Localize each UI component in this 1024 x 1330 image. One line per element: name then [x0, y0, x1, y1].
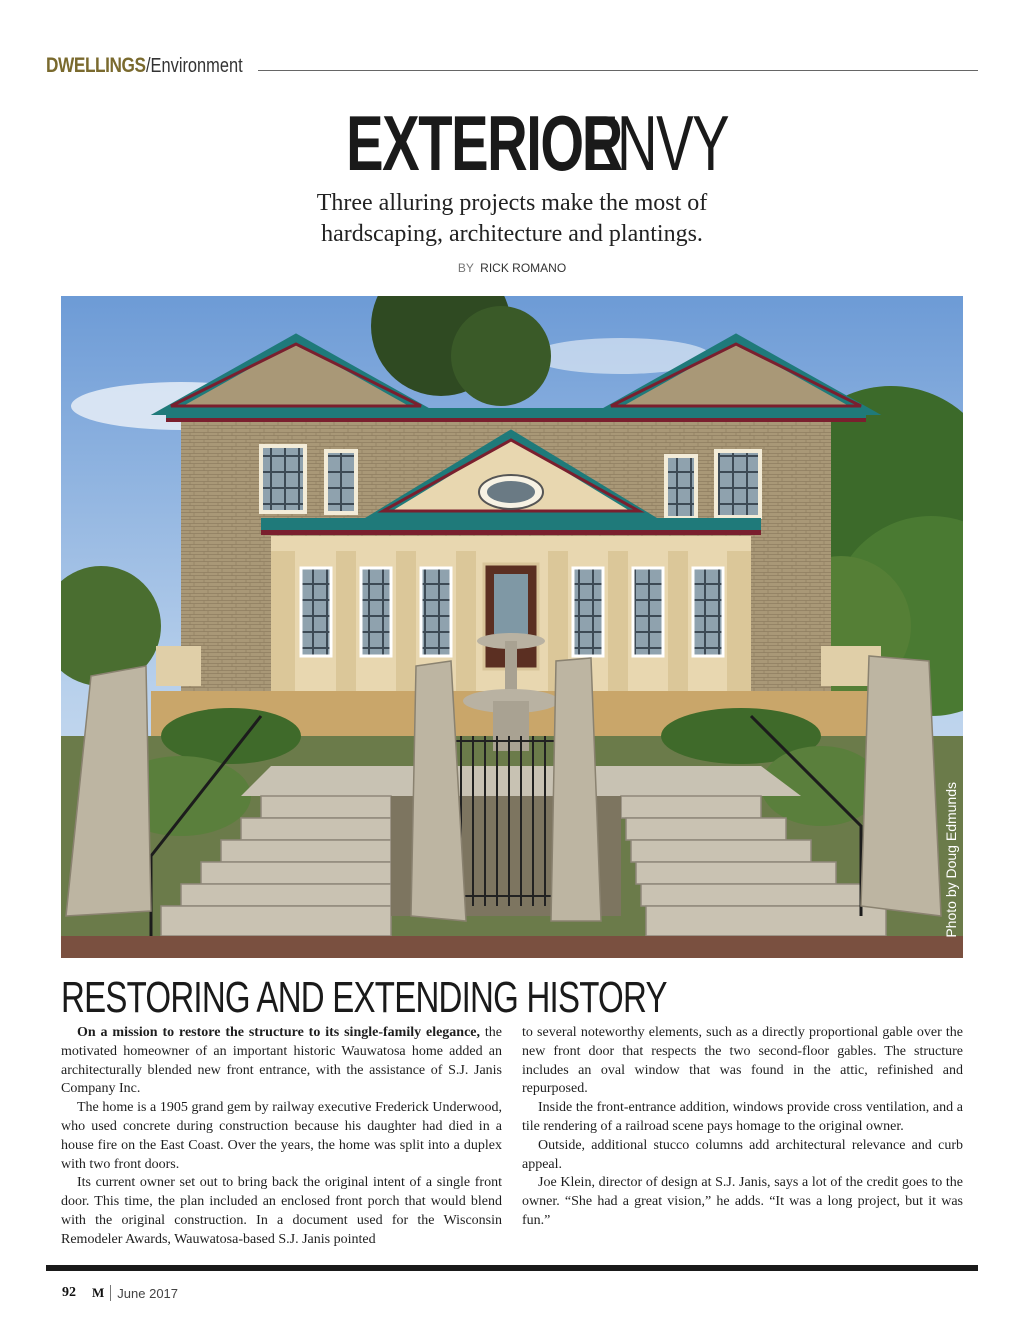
title-light: ENVY	[581, 99, 729, 187]
byline-prefix: BY	[457, 261, 474, 275]
paragraph: Joe Klein, director of design at S.J. Janis, says a lot of the credit goes to the owner. “She had a great vision,” he adds. “It was a long project, but it was fun.”	[522, 1175, 963, 1228]
page-number: 92	[62, 1285, 76, 1300]
section-subhead: RESTORING AND EXTENDING HISTORY	[61, 973, 667, 1022]
issue-date: June 2017	[117, 1285, 179, 1301]
photo-credit: Photo by Doug Edmunds	[943, 782, 959, 938]
footer-divider	[110, 1285, 111, 1301]
page-footer	[62, 1285, 178, 1301]
header-rule	[258, 70, 978, 71]
footer-rule	[46, 1265, 978, 1271]
lead-in: On a mission to restore the structure to its single-family elegance,	[77, 1025, 481, 1040]
byline	[0, 261, 1024, 275]
lead-rest: the motivated homeowner of an important historic Wauwatosa home added an architecturally blended new front entrance, with the assistance of S.J. Janis Company Inc.	[61, 1025, 502, 1097]
deck-line-1: Three alluring projects make the most of	[316, 190, 708, 216]
paragraph: to several noteworthy elements, such as a directly proportional gable over the new front door that respects the two second-floor gables. The structure includes an oval window that was found in the attic, refinished and repurposed.	[522, 1025, 963, 1097]
house-photo	[61, 296, 963, 958]
byline-author: RICK ROMANO	[480, 261, 567, 275]
section-label: DWELLINGS	[46, 54, 146, 77]
article-deck	[0, 188, 1024, 250]
deck-line-2: hardscaping, architecture and plantings.	[321, 221, 703, 247]
body-column-left	[61, 1024, 502, 1250]
house-illustration	[61, 296, 963, 958]
paragraph: Its current owner set out to bring back the original intent of a single front door. This time, the plan included an enclosed front porch that would blend with the original construction. In a document used for the Wisconsin Remodeler Awards, Wauwatosa-based S.J. Janis pointed	[61, 1175, 502, 1247]
paragraph: Inside the front-entrance addition, windows provide cross ventilation, and a tile rendering of a railroad scene pays homage to the original owner.	[522, 1100, 963, 1134]
article-title	[0, 99, 1024, 187]
body-column-right	[522, 1024, 963, 1231]
paragraph: Outside, additional stucco columns add architectural relevance and curb appeal.	[522, 1137, 963, 1172]
section-header	[46, 46, 978, 76]
magazine-logo: M	[92, 1285, 105, 1300]
paragraph-lead	[61, 1024, 502, 1099]
subsection-label: /Environment	[145, 55, 243, 77]
title-bold: EXTERIOR	[345, 99, 622, 187]
paragraph: The home is a 1905 grand gem by railway executive Frederick Underwood, who used concrete during construction because his daughter had died in a house fire on the East Coast. Over the years, the home was split into a duplex with two front doors.	[61, 1100, 502, 1172]
